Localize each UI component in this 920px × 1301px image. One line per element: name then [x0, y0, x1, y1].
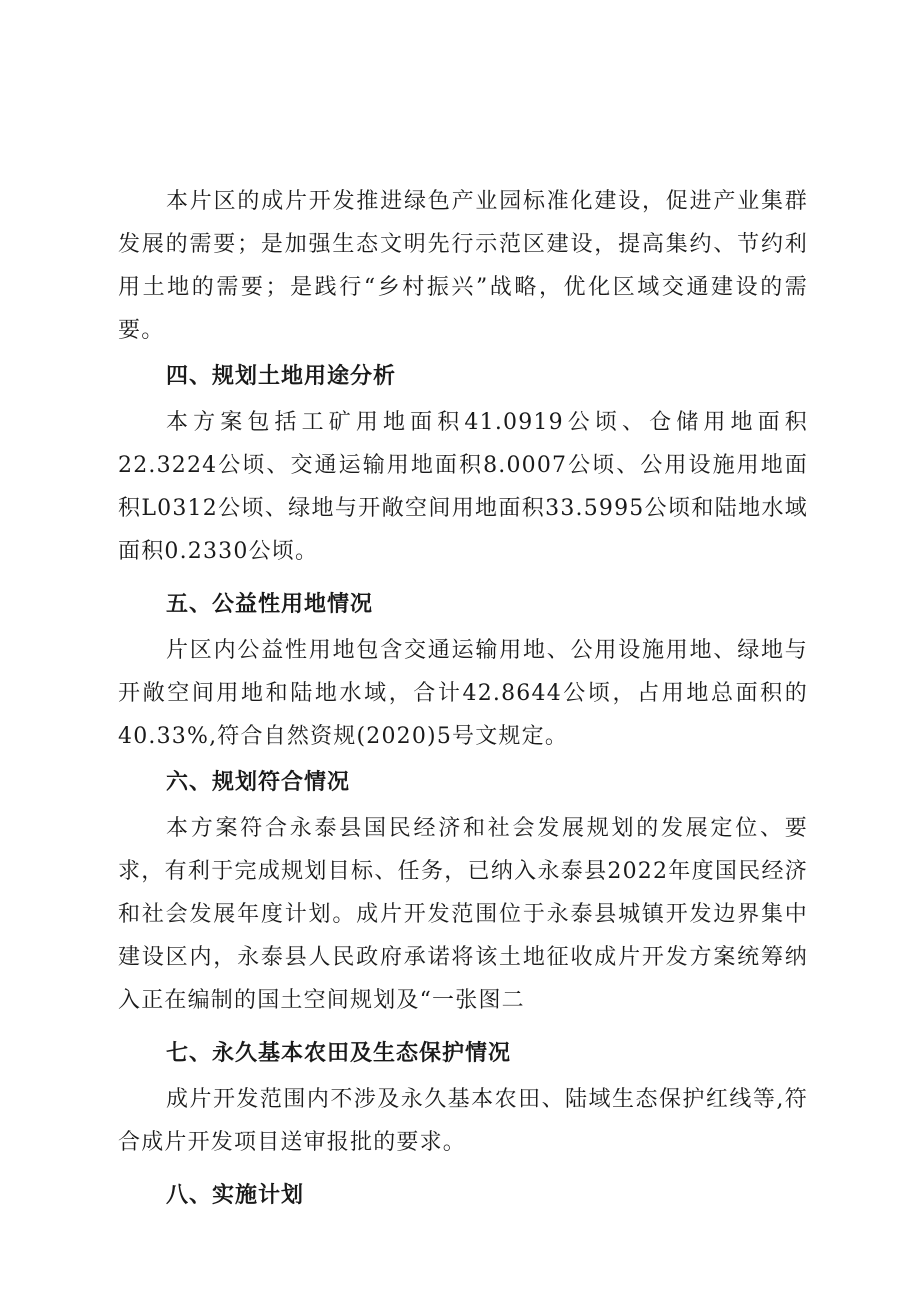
paragraph-farmland-ecology: 成片开发范围内不涉及永久基本农田、陆域生态保护红线等,符合成片开发项目送审报批的要求。 — [118, 1087, 808, 1155]
heading-farmland-ecology: 七、永久基本农田及生态保护情况 — [166, 1041, 512, 1066]
document-body — [118, 180, 808, 1217]
heading-public-land: 五、公益性用地情况 — [166, 592, 374, 617]
paragraph-plan-compliance: 本方案符合永泰县国民经济和社会发展规划的发展定位、要求，有利于完成规划目标、任务，已纳入永泰县2022年度国民经济和社会发展年度计划。成片开发范围位于永泰县城镇开发边界集中建设区内，永泰县人民政府承诺将该土地征收成片开发方案统筹纳入正在编制的国土空间规划及“一张图二 — [118, 816, 808, 1013]
paragraph-land-use-areas: 本方案包括工矿用地面积41.0919公顷、仓储用地面积22.3224公顷、交通运输用地面积8.0007公顷、公用设施用地面积L0312公顷、绿地与开敞空间用地面积33.5995公顷和陆地水域面积0.2330公顷。 — [118, 410, 808, 564]
heading-land-use-analysis: 四、规划土地用途分析 — [166, 364, 397, 389]
paragraph-development-need: 本片区的成片开发推进绿色产业园标准化建设，促进产业集群发展的需要；是加强生态文明先行示范区建设，提高集约、节约利用土地的需要；是践行“乡村振兴”战略，优化区域交通建设的需要。 — [118, 189, 808, 343]
heading-implementation-plan: 八、实施计划 — [166, 1183, 305, 1208]
paragraph-public-land: 片区内公益性用地包含交通运输用地、公用设施用地、绿地与开敞空间用地和陆地水域，合计42.8644公顷，占用地总面积的40.33%,符合自然资规(2020)5号文规定。 — [118, 638, 808, 749]
heading-plan-compliance: 六、规划符合情况 — [166, 770, 351, 795]
